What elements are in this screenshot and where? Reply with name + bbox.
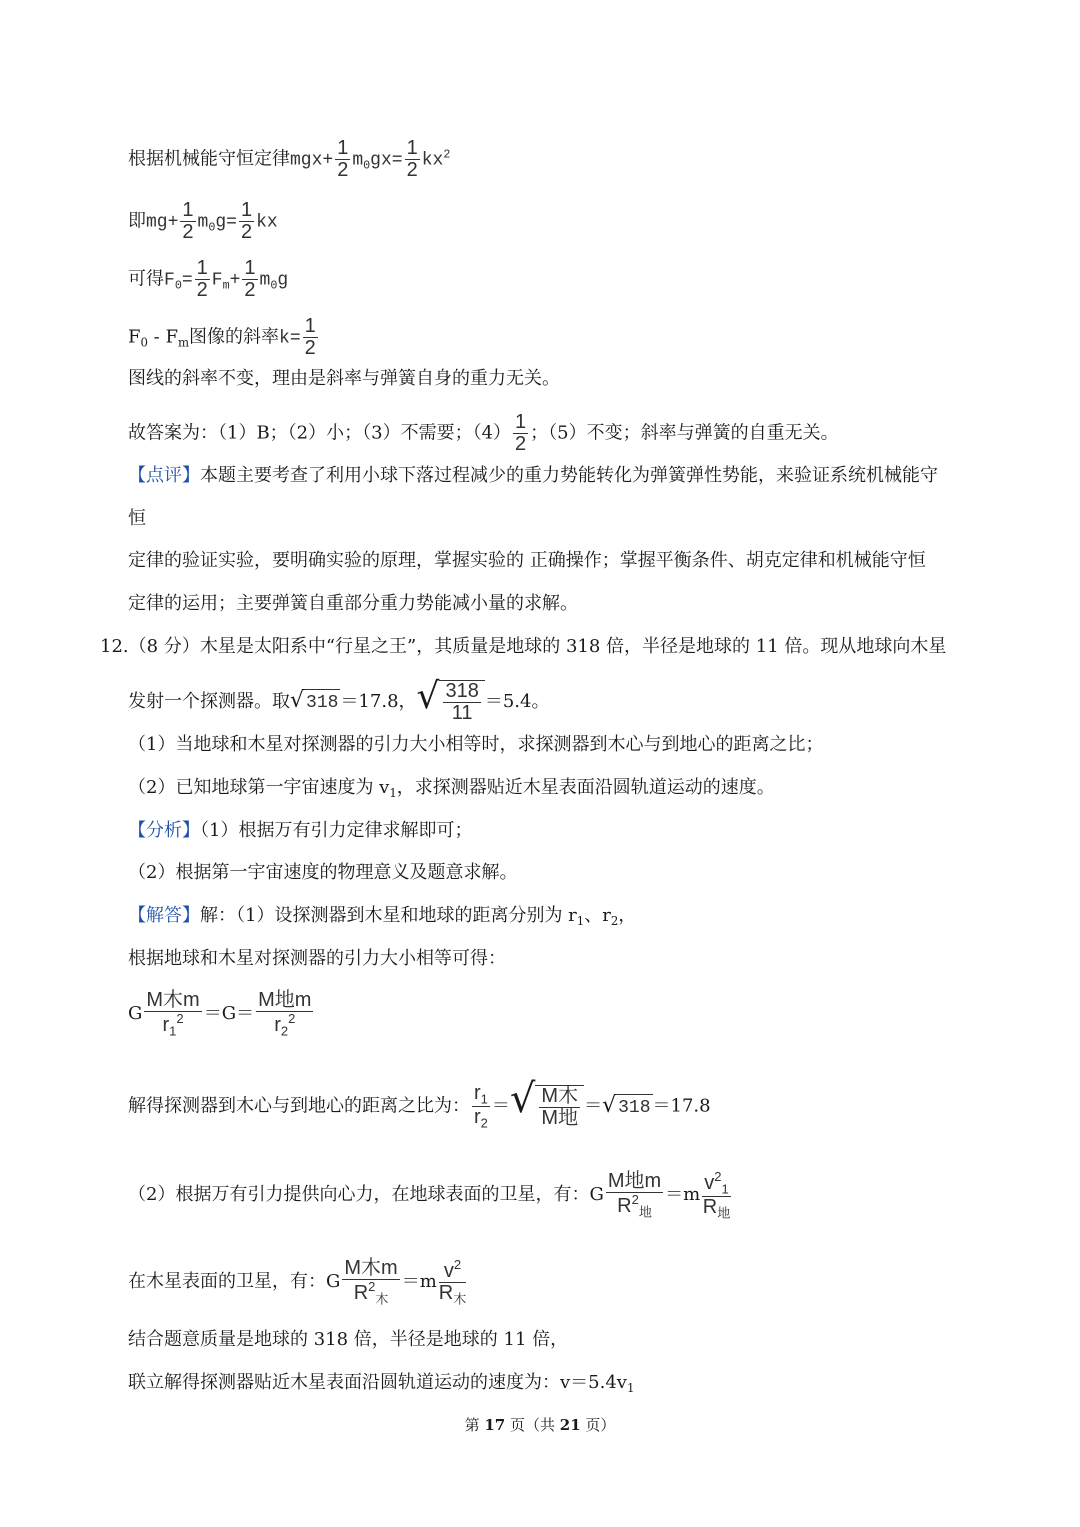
fraction-half bbox=[513, 412, 528, 455]
fraction: $\frac{r_1}{r_2}$ bbox=[474, 1082, 488, 1131]
math: F bbox=[164, 270, 175, 291]
fraction-half bbox=[242, 258, 257, 301]
equation-jupiter-satellite bbox=[128, 1258, 468, 1306]
text: F bbox=[128, 326, 141, 348]
math: + bbox=[229, 270, 241, 291]
sup: 2 bbox=[443, 147, 451, 162]
answer-line bbox=[128, 412, 839, 455]
paragraph: （1）当地球和木星对探测器的引力大小相等时，求探测器到木心与到地心的距离之比； bbox=[128, 734, 824, 755]
solution-tag: 【解答】 bbox=[128, 905, 200, 926]
fraction: $\frac{\text{M地m}}{r_2^2}$ bbox=[258, 989, 312, 1039]
equation-simplified bbox=[128, 200, 278, 243]
math: kx bbox=[256, 212, 278, 233]
footer-text: 页（共 bbox=[505, 1416, 560, 1434]
sqrt-318: √ 318 bbox=[602, 1093, 652, 1121]
footer-text: 页） bbox=[580, 1416, 616, 1434]
equation-earth-satellite bbox=[128, 1170, 733, 1220]
sub: m bbox=[222, 278, 230, 293]
sub: 0 bbox=[174, 278, 182, 293]
text: G bbox=[128, 1003, 143, 1024]
slope-line bbox=[128, 316, 320, 359]
math: g= bbox=[215, 212, 237, 233]
num: 1 bbox=[196, 257, 208, 279]
text: （2）已知地球第一宇宙速度为 v bbox=[128, 777, 390, 798]
paragraph: 定律的运用；主要弹簧自重部分重力势能减小量的求解。 bbox=[128, 593, 578, 614]
text: ，求探测器贴近木星表面沿圆轨道运动的速度。 bbox=[396, 777, 775, 798]
num: 1 bbox=[240, 199, 253, 221]
text: （1）根据万有引力定律求解即可； bbox=[200, 820, 473, 841]
page-total: 21 bbox=[559, 1416, 581, 1434]
text: 解：（1）设探测器到木星和地球的距离分别为 r bbox=[200, 905, 577, 926]
fraction-half bbox=[405, 138, 420, 181]
math: k= bbox=[279, 328, 301, 349]
question-12 bbox=[100, 634, 946, 660]
den: 2 bbox=[304, 337, 316, 359]
text: ＝ bbox=[584, 1095, 603, 1117]
text: ＝17.8 bbox=[652, 1095, 711, 1117]
comment-line bbox=[128, 463, 938, 489]
math: m bbox=[352, 150, 364, 171]
analysis-line bbox=[128, 818, 472, 844]
sub: m bbox=[177, 335, 190, 350]
math: gx= bbox=[370, 150, 403, 171]
sub: 0 bbox=[270, 278, 278, 293]
sub: 2 bbox=[610, 914, 619, 929]
equation-energy-conservation bbox=[128, 138, 450, 181]
fraction: $\frac{\text{M木m}}{R^2_木}$ bbox=[344, 1257, 398, 1307]
comment-tag: 【点评】 bbox=[128, 465, 200, 486]
den: 2 bbox=[337, 159, 349, 181]
text: 发射一个探测器。取 bbox=[128, 691, 290, 712]
sub: 0 bbox=[208, 220, 216, 235]
sub: 0 bbox=[140, 335, 148, 350]
sub: 1 bbox=[389, 786, 397, 801]
den: 2 bbox=[244, 279, 256, 301]
text: - F bbox=[147, 326, 178, 348]
equation-force bbox=[128, 258, 288, 301]
final-result bbox=[128, 1370, 634, 1401]
paragraph: （2）根据第一宇宙速度的物理意义及题意求解。 bbox=[128, 862, 518, 883]
text: 本题主要考查了利用小球下落过程减少的重力势能转化为弹簧弹性势能，来验证系统机械能守 bbox=[200, 465, 938, 486]
page-number: 17 bbox=[484, 1416, 506, 1434]
math: mgx+ bbox=[290, 150, 334, 171]
num: 1 bbox=[182, 199, 194, 221]
text: 在木星表面的卫星，有：G bbox=[128, 1271, 341, 1292]
text: ＝ bbox=[491, 1095, 510, 1117]
fraction: $\frac{\text{M地m}}{R^2_地}$ bbox=[607, 1170, 662, 1220]
sub: 1 bbox=[576, 914, 585, 929]
num: 1 bbox=[515, 411, 527, 433]
fraction: $\frac{v^2}{R_木}$ bbox=[438, 1257, 467, 1307]
text: 可得 bbox=[128, 268, 164, 290]
paragraph: 图线的斜率不变，理由是斜率与弹簧自身的重力无关。 bbox=[128, 368, 560, 389]
text: ＝m bbox=[401, 1271, 437, 1292]
math: m bbox=[197, 212, 209, 233]
fraction: $\frac{\text{M木m}}{r_1^2}$ bbox=[146, 989, 200, 1039]
text: 故答案为：（1）B；（2）小；（3）不需要；（4） bbox=[128, 422, 512, 444]
fraction-half bbox=[335, 138, 350, 181]
math: kx bbox=[421, 150, 444, 171]
fraction: $\frac{v^2_1}{R_地}$ bbox=[702, 1169, 731, 1221]
paragraph: 恒 bbox=[128, 508, 146, 529]
math: F bbox=[211, 270, 223, 291]
sub: 0 bbox=[363, 158, 371, 173]
sub: 1 bbox=[626, 1381, 635, 1396]
sqrt-318: √ 318 bbox=[290, 688, 340, 716]
text: 即 bbox=[128, 210, 146, 232]
math: mg+ bbox=[146, 212, 179, 233]
text: 解得探测器到木心与到地心的距离之比为： bbox=[128, 1095, 470, 1117]
page-footer bbox=[0, 1414, 1080, 1435]
equation-distance-ratio bbox=[128, 1076, 711, 1131]
text: （2）根据万有引力提供向心力，在地球表面的卫星，有：G bbox=[128, 1184, 604, 1206]
num: 1 bbox=[304, 315, 316, 337]
text: 、r bbox=[584, 905, 611, 926]
question-number: 12. bbox=[100, 636, 129, 657]
fraction-half bbox=[303, 316, 318, 359]
den: 2 bbox=[240, 221, 253, 243]
fraction-half bbox=[195, 258, 210, 301]
num: 1 bbox=[406, 137, 418, 159]
text: （8 分）木星是太阳系中“行星之王”，其质量是地球的 318 倍，半径是地球的 11 倍。现从地球向木星 bbox=[128, 636, 947, 657]
text: ；（5）不变；斜率与弹簧的自重无关。 bbox=[530, 422, 839, 444]
sqrt-mass-ratio: √ $\frac{\text{M木}}{\text{M地}}$ bbox=[510, 1085, 584, 1129]
den: 2 bbox=[406, 159, 418, 181]
fraction-half bbox=[180, 200, 195, 243]
text: 根据机械能守恒定律 bbox=[128, 148, 290, 170]
question-part-2 bbox=[128, 775, 775, 806]
text: ＝5.4。 bbox=[484, 691, 550, 712]
fraction-half bbox=[239, 200, 254, 243]
math: g bbox=[277, 270, 289, 291]
sqrt-318-over-11: √ $\frac{318}{11}$ bbox=[417, 680, 485, 724]
question-12-given bbox=[128, 675, 550, 724]
den: 2 bbox=[196, 279, 208, 301]
math: = bbox=[181, 270, 193, 291]
num: 1 bbox=[244, 257, 256, 279]
paragraph: 结合题意质量是地球的 318 倍，半径是地球的 11 倍， bbox=[128, 1329, 569, 1350]
math: m bbox=[259, 270, 271, 291]
den: 2 bbox=[515, 433, 527, 455]
den: 2 bbox=[182, 221, 194, 243]
equation-gravity-equal bbox=[128, 990, 315, 1038]
text: ， bbox=[618, 905, 637, 926]
paragraph: 定律的验证实验，要明确实验的原理，掌握实验的 正确操作；掌握平衡条件、胡克定律和机械能守恒 bbox=[128, 550, 926, 571]
text: ＝G＝ bbox=[203, 1003, 255, 1024]
text: 图像的斜率 bbox=[189, 326, 280, 348]
text: ＝m bbox=[665, 1184, 701, 1206]
text: ＝17.8， bbox=[340, 691, 417, 712]
num: 1 bbox=[337, 137, 349, 159]
analysis-tag: 【分析】 bbox=[128, 820, 200, 841]
solution-line bbox=[128, 903, 636, 934]
paragraph: 根据地球和木星对探测器的引力大小相等可得： bbox=[128, 948, 506, 969]
text: 联立解得探测器贴近木星表面沿圆轨道运动的速度为：v＝5.4v bbox=[128, 1372, 627, 1393]
footer-text: 第 bbox=[464, 1416, 485, 1434]
